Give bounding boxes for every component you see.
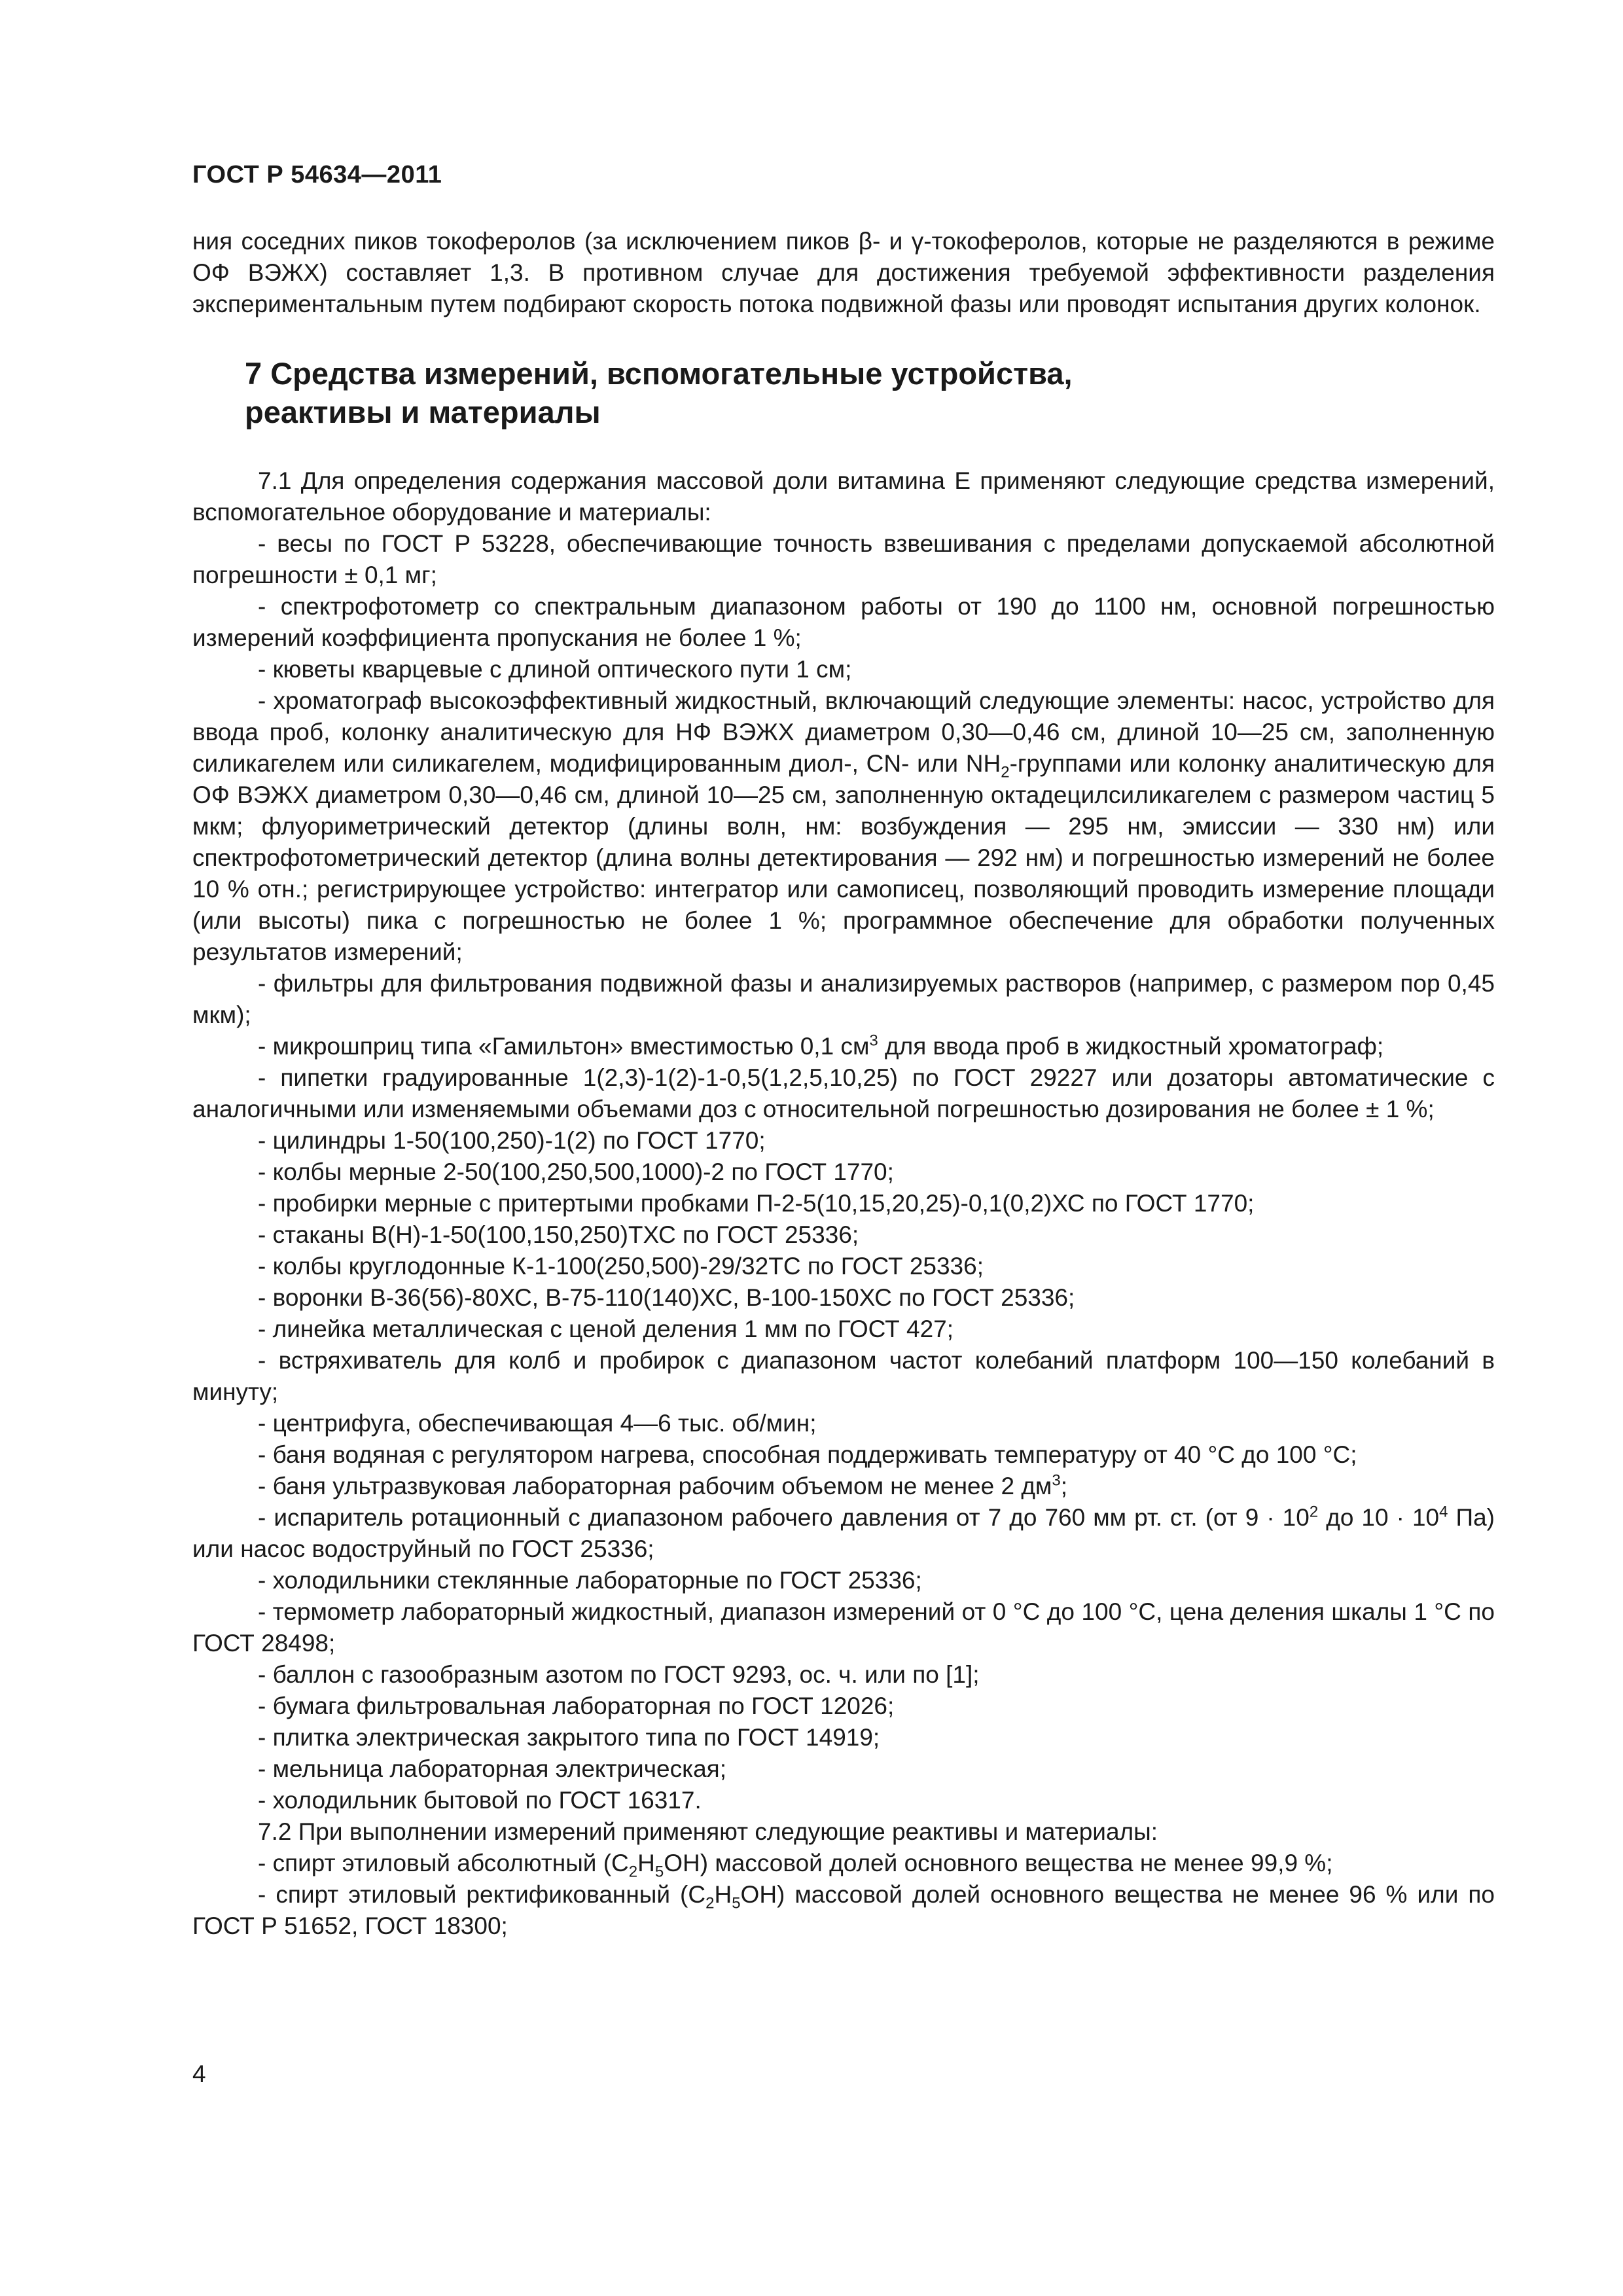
list-item: - плитка электрическая закрытого типа по ГОСТ 14919; bbox=[258, 1724, 880, 1751]
text-run: - спирт этиловый абсолютный (С bbox=[258, 1850, 629, 1876]
list-item bbox=[192, 1031, 1495, 1062]
list-item: - цилиндры 1-50(100,250)-1(2) по ГОСТ 1770; bbox=[258, 1127, 766, 1154]
intro-paragraph: ния соседних пиков токоферолов (за исключением пиков β- и γ-токоферолов, которые не разделяются в режиме ОФ ВЭЖХ) составляет 1,3. В противном случае для достижения требуемой эффективности разделения экспериментальным путем подбирают скорость потока подвижной фазы или проводят испытания других колонок. bbox=[192, 228, 1495, 317]
document-body bbox=[192, 226, 1495, 1942]
list-item: - линейка металлическая с ценой деления 1 мм по ГОСТ 427; bbox=[258, 1316, 954, 1342]
list-item: - весы по ГОСТ Р 53228, обеспечивающие точность взвешивания с пределами допускаемой абсолютной погрешности ± 0,1 мг; bbox=[192, 530, 1495, 588]
superscript: 2 bbox=[1309, 1503, 1319, 1521]
clause-7-2: 7.2 При выполнении измерений применяют следующие реактивы и материалы: bbox=[258, 1818, 1158, 1845]
text-run: - испаритель ротационный с диапазоном рабочего давления от 7 до 760 мм рт. ст. (от 9 · 10 bbox=[258, 1504, 1310, 1531]
list-item: - стаканы В(Н)-1-50(100,150,250)ТХС по ГОСТ 25336; bbox=[258, 1221, 859, 1248]
text-run: ОН) массовой долей основного вещества не менее 96 % или по ГОСТ Р 51652, ГОСТ 18300; bbox=[192, 1881, 1495, 1939]
text-run: для ввода проб в жидкостный хроматограф; bbox=[878, 1033, 1384, 1060]
text-run: ОН) массовой долей основного вещества не менее 99,9 %; bbox=[664, 1850, 1333, 1876]
text-run: Па) или насос водоструйный по ГОСТ 25336; bbox=[192, 1504, 1495, 1562]
section-heading-line-2: реактивы и материалы bbox=[245, 395, 601, 429]
section-heading bbox=[245, 354, 1495, 431]
list-item: - пипетки градуированные 1(2,3)-1(2)-1-0,5(1,2,5,10,25) по ГОСТ 29227 или дозаторы автоматические с аналогичными или изменяемыми объемами доз с относительной погрешностью дозирования не более ± 1 %; bbox=[192, 1064, 1495, 1122]
text-run: - спирт этиловый ректификованный (С bbox=[258, 1881, 706, 1908]
text-run: Н bbox=[714, 1881, 732, 1908]
list-item: - баллон с газообразным азотом по ГОСТ 9293, ос. ч. или по [1]; bbox=[258, 1661, 980, 1688]
list-item: - холодильники стеклянные лабораторные по ГОСТ 25336; bbox=[258, 1567, 922, 1594]
subscript: 5 bbox=[732, 1894, 741, 1912]
list-item: - колбы мерные 2-50(100,250,500,1000)-2 по ГОСТ 1770; bbox=[258, 1158, 894, 1185]
list-item: - колбы круглодонные К-1-100(250,500)-29/32ТС по ГОСТ 25336; bbox=[258, 1253, 984, 1280]
clause-7-1: 7.1 Для определения содержания массовой доли витамина Е применяют следующие средства измерений, вспомогательное оборудование и материалы: bbox=[192, 467, 1495, 526]
text-run: ; bbox=[1060, 1473, 1067, 1499]
text-run: -группами или колонку аналитическую для ОФ ВЭЖХ диаметром 0,30—0,46 см, длиной 10—25 см, заполненную октадецилсиликагелем с размером частиц 5 мкм; флуориметрический детектор (длины волн, нм: возбуждения — 295 нм, эмиссии — 330 нм) или спектрофотометрический детектор (длина волны детектирования — 292 нм) и погрешностью измерений не более 10 % отн.; регистрирующее устройство: интегратор или самописец, позволяющий проводить измерение площади (или высоты) пика с погрешностью не более 1 %; программное обеспечение для обработки полученных результатов измерений; bbox=[192, 750, 1495, 965]
subscript: 2 bbox=[628, 1863, 638, 1881]
superscript: 4 bbox=[1439, 1503, 1448, 1521]
subscript: 5 bbox=[654, 1863, 664, 1881]
section-heading-line-1: 7 Средства измерений, вспомогательные устройства, bbox=[245, 356, 1073, 391]
list-item: - термометр лабораторный жидкостный, диапазон измерений от 0 °С до 100 °С, цена деления шкалы 1 °С по ГОСТ 28498; bbox=[192, 1598, 1495, 1657]
text-run: до 10 · 10 bbox=[1318, 1504, 1440, 1531]
page-number: 4 bbox=[192, 2060, 206, 2087]
list-item bbox=[192, 1848, 1495, 1879]
list-item: - спектрофотометр со спектральным диапазоном работы от 190 до 1100 нм, основной погрешностью измерений коэффициента пропускания не более 1 %; bbox=[192, 593, 1495, 651]
list-item: - фильтры для фильтрования подвижной фазы и анализируемых растворов (например, с размером пор 0,45 мкм); bbox=[192, 970, 1495, 1028]
subscript: 2 bbox=[1001, 763, 1010, 781]
list-item: - кюветы кварцевые с длиной оптического пути 1 см; bbox=[258, 656, 852, 683]
subscript: 2 bbox=[705, 1894, 715, 1912]
list-item: - холодильник бытовой по ГОСТ 16317. bbox=[258, 1787, 702, 1814]
list-item: - бумага фильтровальная лабораторная по ГОСТ 12026; bbox=[258, 1693, 895, 1719]
text-run: - хроматограф высокоэффективный жидкостный, включающий следующие элементы: насос, устройство для ввода проб, колонку аналитическую для НФ ВЭЖХ диаметром 0,30—0,46 см, длиной 10—25 см, заполненную силикагелем или силикагелем, модифицированным диол-, CN- или NH bbox=[192, 687, 1495, 777]
text-run: - микрошприц типа «Гамильтон» вместимостью 0,1 см bbox=[258, 1033, 870, 1060]
list-item bbox=[192, 1502, 1495, 1565]
list-item: - центрифуга, обеспечивающая 4—6 тыс. об/мин; bbox=[258, 1410, 817, 1437]
list-item: - пробирки мерные с притертыми пробками П-2-5(10,15,20,25)-0,1(0,2)ХС по ГОСТ 1770; bbox=[258, 1190, 1255, 1217]
list-item: - встряхиватель для колб и пробирок с диапазоном частот колебаний платформ 100—150 колебаний в минуту; bbox=[192, 1347, 1495, 1405]
superscript: 3 bbox=[869, 1031, 878, 1050]
text-run: - баня ультразвуковая лабораторная рабочим объемом не менее 2 дм bbox=[258, 1473, 1052, 1499]
text-run: Н bbox=[637, 1850, 655, 1876]
superscript: 3 bbox=[1052, 1471, 1061, 1490]
list-item bbox=[192, 685, 1495, 968]
list-item: - баня водяная с регулятором нагрева, способная поддерживать температуру от 40 °С до 100 °С; bbox=[258, 1441, 1357, 1468]
list-item bbox=[192, 1879, 1495, 1942]
document-header: ГОСТ Р 54634—2011 bbox=[192, 161, 442, 188]
list-item: - мельница лабораторная электрическая; bbox=[258, 1755, 726, 1782]
list-item: - воронки В-36(56)-80ХС, В-75-110(140)ХС, В-100-150ХС по ГОСТ 25336; bbox=[258, 1284, 1075, 1311]
list-item bbox=[192, 1471, 1495, 1502]
